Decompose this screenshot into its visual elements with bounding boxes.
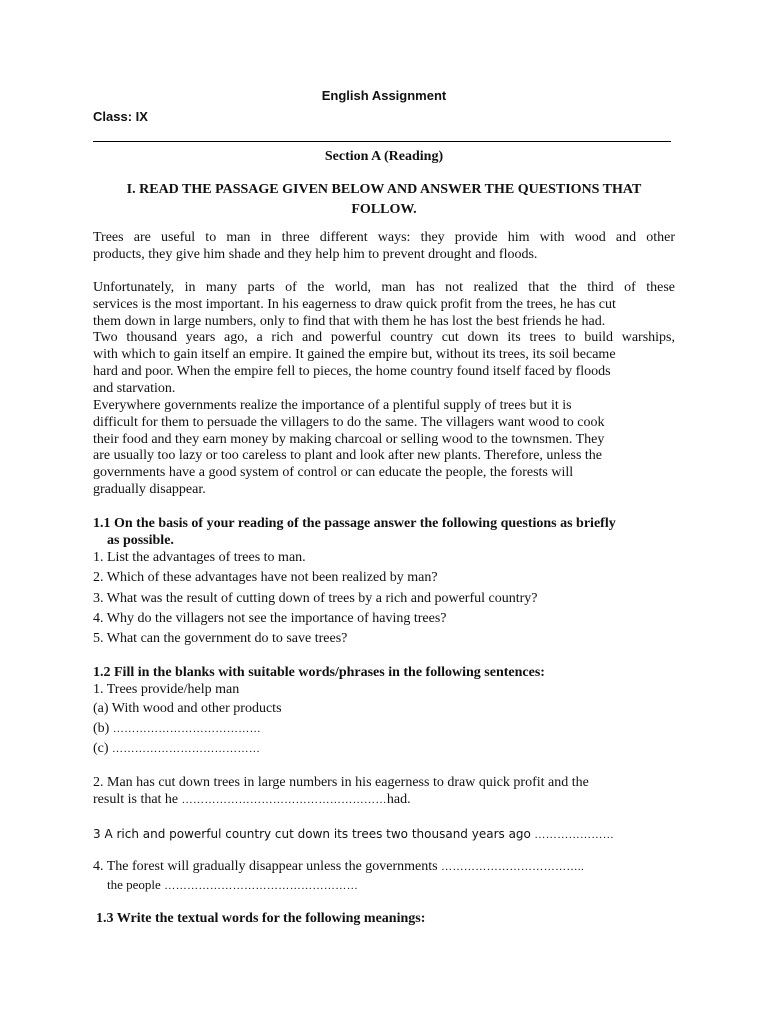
passage-line: their food and they earn money by making charcoal or selling wood to the townsmen. They bbox=[93, 431, 605, 447]
passage-line: are usually too lazy or too careless to plant and look after new plants. Therefore, unless the bbox=[93, 448, 603, 464]
q2-item-4-line-2 bbox=[107, 877, 358, 894]
q2-item-2-line-2 bbox=[93, 792, 411, 808]
q2-item-1a: (a) With wood and other products bbox=[93, 701, 282, 716]
answer-blank: ……………………………….. bbox=[441, 861, 585, 873]
passage-paragraph-2 bbox=[93, 280, 675, 398]
passage-paragraph-1 bbox=[93, 230, 675, 264]
passage-line: them down in large numbers, only to find that with them he has lost the best friends he had. bbox=[93, 313, 606, 329]
q1-question-5: 5. What can the government do to save trees? bbox=[93, 631, 348, 646]
q1-question-1: 1. List the advantages of trees to man. bbox=[93, 550, 306, 565]
q2-item-2-text: result is that he bbox=[93, 792, 179, 807]
section-title: Section A (Reading) bbox=[324, 149, 444, 164]
passage-line: hard and poor. When the empire fell to pieces, the home country found itself faced by floods bbox=[93, 363, 611, 379]
answer-blank: …………………………………………… bbox=[164, 880, 359, 892]
q2-heading: 1.2 Fill in the blanks with suitable words/phrases in the following sentences: bbox=[93, 665, 545, 680]
q2-item-4-line-1 bbox=[93, 859, 584, 875]
class-label: Class: IX bbox=[93, 109, 148, 124]
answer-blank: ……………………………………………… bbox=[181, 794, 387, 806]
passage-line: Everywhere governments realize the importance of a plentiful supply of trees but it is bbox=[93, 398, 572, 413]
q2-item-2-text-end: had. bbox=[386, 792, 411, 807]
passage-line: Unfortunately, in many parts of the world, man has not realized that the third of these bbox=[93, 280, 675, 295]
q2-item-3 bbox=[93, 826, 614, 843]
passage-line: difficult for them to persuade the villagers to do the same. The villagers want wood to cook bbox=[93, 414, 605, 430]
passage-paragraph-3 bbox=[93, 398, 675, 499]
page-title: English Assignment bbox=[321, 88, 447, 103]
q2-item-1b bbox=[93, 721, 261, 737]
answer-blank: ………………………………… bbox=[112, 723, 262, 735]
passage-line: gradually disappear. bbox=[93, 481, 206, 497]
passage-line: with which to gain itself an empire. It gained the empire but, without its trees, its soil became bbox=[93, 347, 616, 363]
q1-question-2: 2. Which of these advantages have not been realized by man? bbox=[93, 570, 438, 585]
answer-blank: ………………… bbox=[534, 829, 615, 841]
passage-line: products, they give him shade and they help him to prevent drought and floods. bbox=[93, 246, 538, 262]
q1-heading-line-1: 1.1 On the basis of your reading of the passage answer the following questions as briefly bbox=[93, 516, 616, 531]
q1-question-3: 3. What was the result of cutting down of trees by a rich and powerful country? bbox=[93, 591, 538, 606]
q2-item-2-line-1: 2. Man has cut down trees in large numbers in his eagerness to draw quick profit and the bbox=[93, 775, 589, 790]
q1-heading-line-2: as possible. bbox=[107, 533, 174, 548]
instruction-heading-line-1: I. READ THE PASSAGE GIVEN BELOW AND ANSWER THE QUESTIONS THAT bbox=[126, 182, 642, 197]
passage-line: services is the most important. In his eagerness to draw quick profit from the trees, he has cut bbox=[93, 296, 616, 312]
header-divider bbox=[93, 141, 671, 142]
answer-blank: ………………………………… bbox=[112, 743, 261, 755]
q2-item-1c bbox=[93, 741, 260, 757]
passage-line: Two thousand years ago, a rich and powerful country cut down its trees to build warships, bbox=[93, 330, 675, 346]
q1-question-4: 4. Why do the villagers not see the importance of having trees? bbox=[93, 611, 447, 626]
q2-item-1: 1. Trees provide/help man bbox=[93, 682, 240, 697]
q2-item-4-text: 4. The forest will gradually disappear unless the governments bbox=[93, 859, 438, 874]
q2-item-4-text-2: the people bbox=[107, 877, 161, 892]
passage-line: and starvation. bbox=[93, 380, 176, 396]
q3-heading: 1.3 Write the textual words for the following meanings: bbox=[96, 911, 426, 926]
q2-item-3-text: 3 A rich and powerful country cut down its trees two thousand years ago bbox=[93, 827, 531, 841]
passage-line: Trees are useful to man in three different ways: they provide him with wood and other bbox=[93, 230, 675, 245]
instruction-heading-line-2: FOLLOW. bbox=[351, 202, 417, 217]
q2-item-1c-label: (c) bbox=[93, 741, 109, 756]
passage-line: governments have a good system of control or can educate the people, the forests will bbox=[93, 465, 574, 481]
q2-item-1b-label: (b) bbox=[93, 721, 110, 736]
